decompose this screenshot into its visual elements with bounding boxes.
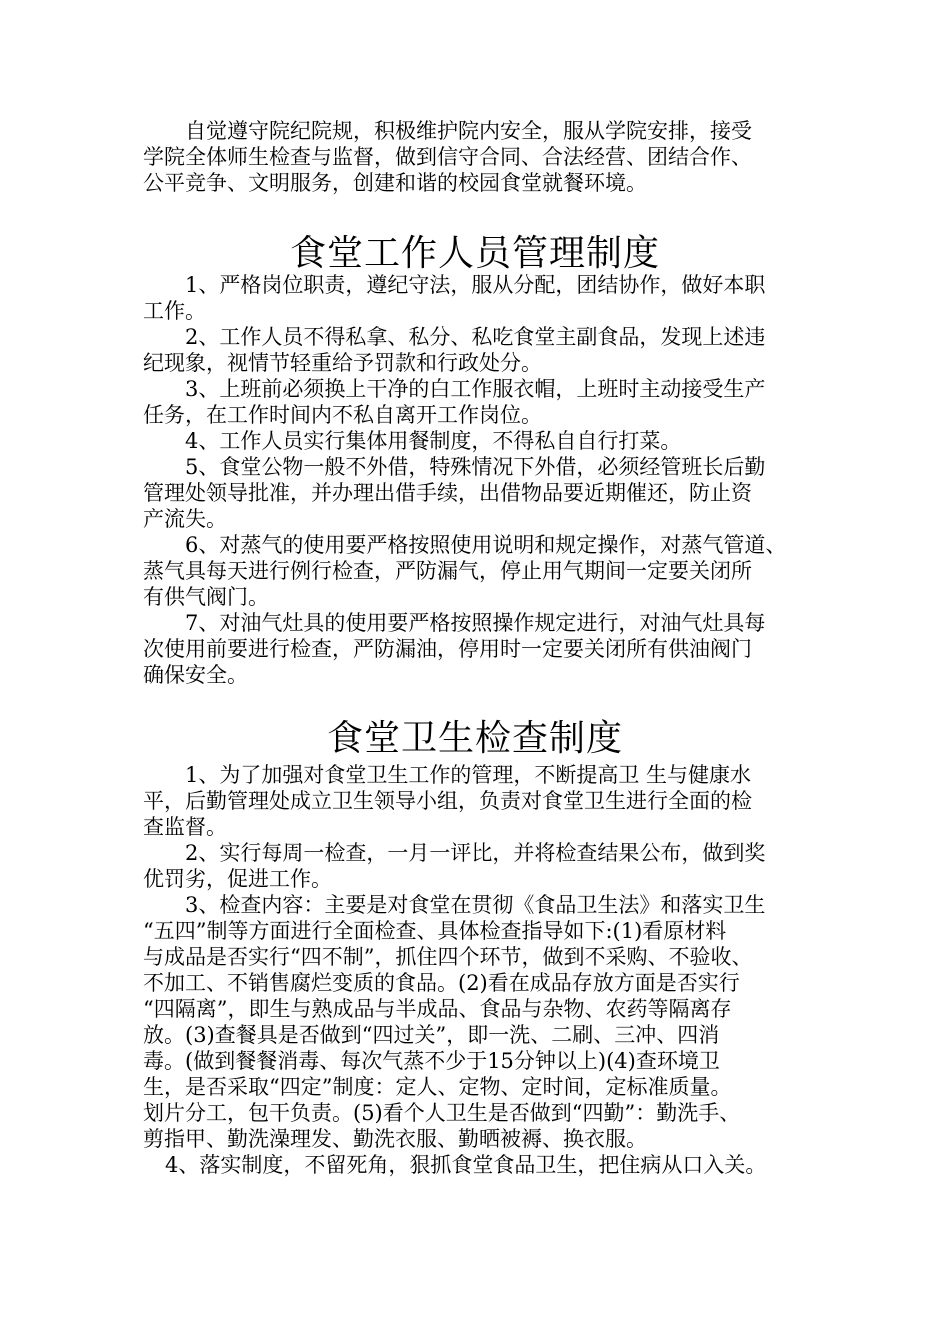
item-line: 放。(3)查餐具是否做到“四过关”，即一洗、二刷、三冲、四消 [143, 1023, 720, 1047]
item-line: 7、对油气灶具的使用要严格按照操作规定进行，对油气灶具每 [185, 611, 766, 635]
section2-body [143, 762, 823, 1178]
item-line: 2、工作人员不得私拿、私分、私吃食堂主副食品，发现上述违 [185, 325, 766, 349]
item-line: 1、为了加强对食堂卫生工作的管理，不断提高卫 生与健康水 [185, 763, 752, 787]
item-line: 6、对蒸气的使用要严格按照使用说明和规定操作，对蒸气管道、 [185, 533, 787, 557]
section1-item [143, 532, 823, 610]
item-line: 优罚劣，促进工作。 [143, 867, 332, 891]
item-line: 任务，在工作时间内不私自离开工作岗位。 [143, 403, 542, 427]
item-line: 2、实行每周一检查，一月一评比，并将检查结果公布，做到奖 [185, 841, 766, 865]
section2-item [143, 840, 823, 892]
section1-item [143, 428, 823, 454]
item-line: 剪指甲、勤洗澡理发、勤洗衣服、勤晒被褥、换衣服。 [143, 1127, 647, 1151]
intro-line: 公平竞争、文明服务，创建和谐的校园食堂就餐环境。 [143, 171, 647, 195]
section1-item [143, 376, 823, 428]
section1-item [143, 324, 823, 376]
item-line: 毒。(做到餐餐消毒、每次气蒸不少于15分钟以上)(4)查环境卫 [143, 1049, 720, 1073]
item-line: 蒸气具每天进行例行检查，严防漏气，停止用气期间一定要关闭所 [143, 559, 752, 583]
item-line: 纪现象，视情节轻重给予罚款和行政处分。 [143, 351, 542, 375]
intro-line: 学院全体师生检查与监督，做到信守合同、合法经营、团结合作、 [143, 145, 752, 169]
item-line: 平，后勤管理处成立卫生领导小组，负责对食堂卫生进行全面的检 [143, 789, 752, 813]
item-line: 4、工作人员实行集体用餐制度，不得私自自行打菜。 [185, 429, 682, 453]
item-line: 划片分工，包干负责。(5)看个人卫生是否做到“四勤”：勤洗手、 [143, 1101, 741, 1125]
item-line: 不加工、不销售腐烂变质的食品。(2)看在成品存放方面是否实行 [143, 971, 740, 995]
section2-item [143, 1152, 823, 1178]
item-line: 3、检查内容：主要是对食堂在贯彻《食品卫生法》和落实卫生 [185, 893, 766, 917]
section-title-hygiene-inspection: 食堂卫生检查制度 [326, 718, 623, 759]
section1-item [143, 454, 823, 532]
item-line: 4、落实制度，不留死角，狠抓食堂食品卫生，把住病从口入关。 [165, 1153, 767, 1177]
item-line: 有供气阀门。 [143, 585, 269, 609]
item-line: 与成品是否实行“四不制”，抓住四个环节，做到不采购、不验收、 [143, 945, 753, 969]
item-line: 3、上班前必须换上干净的白工作服衣帽，上班时主动接受生产 [185, 377, 766, 401]
section1-item [143, 610, 823, 688]
section-title-staff-management: 食堂工作人员管理制度 [289, 233, 660, 274]
item-line: 1、严格岗位职责，遵纪守法，服从分配，团结协作，做好本职 [185, 273, 766, 297]
section1-body [143, 272, 823, 688]
intro-text [143, 118, 823, 196]
intro-paragraph [143, 118, 823, 196]
item-line: 管理处领导批准，并办理出借手续，出借物品要近期催还，防止资 [143, 481, 752, 505]
item-line: 产流失。 [143, 507, 227, 531]
section2-item [143, 762, 823, 840]
item-line: 工作。 [143, 299, 206, 323]
item-line: 生，是否采取“四定”制度：定人、定物、定时间，定标准质量。 [143, 1075, 732, 1099]
item-line: “四隔离”，即生与熟成品与半成品、食品与杂物、农药等隔离存 [143, 997, 732, 1021]
item-line: 确保安全。 [143, 663, 248, 687]
section2-item [143, 892, 823, 1152]
item-line: “五四”制等方面进行全面检查、具体检查指导如下:(1)看原材料 [143, 919, 727, 943]
intro-line: 自觉遵守院纪院规，积极维护院内安全，服从学院安排，接受 [185, 119, 752, 143]
item-line: 查监督。 [143, 815, 227, 839]
section1-item [143, 272, 823, 324]
item-line: 次使用前要进行检查，严防漏油，停用时一定要关闭所有供油阀门 [143, 637, 752, 661]
item-line: 5、食堂公物一般不外借，特殊情况下外借，必须经管班长后勤 [185, 455, 766, 479]
